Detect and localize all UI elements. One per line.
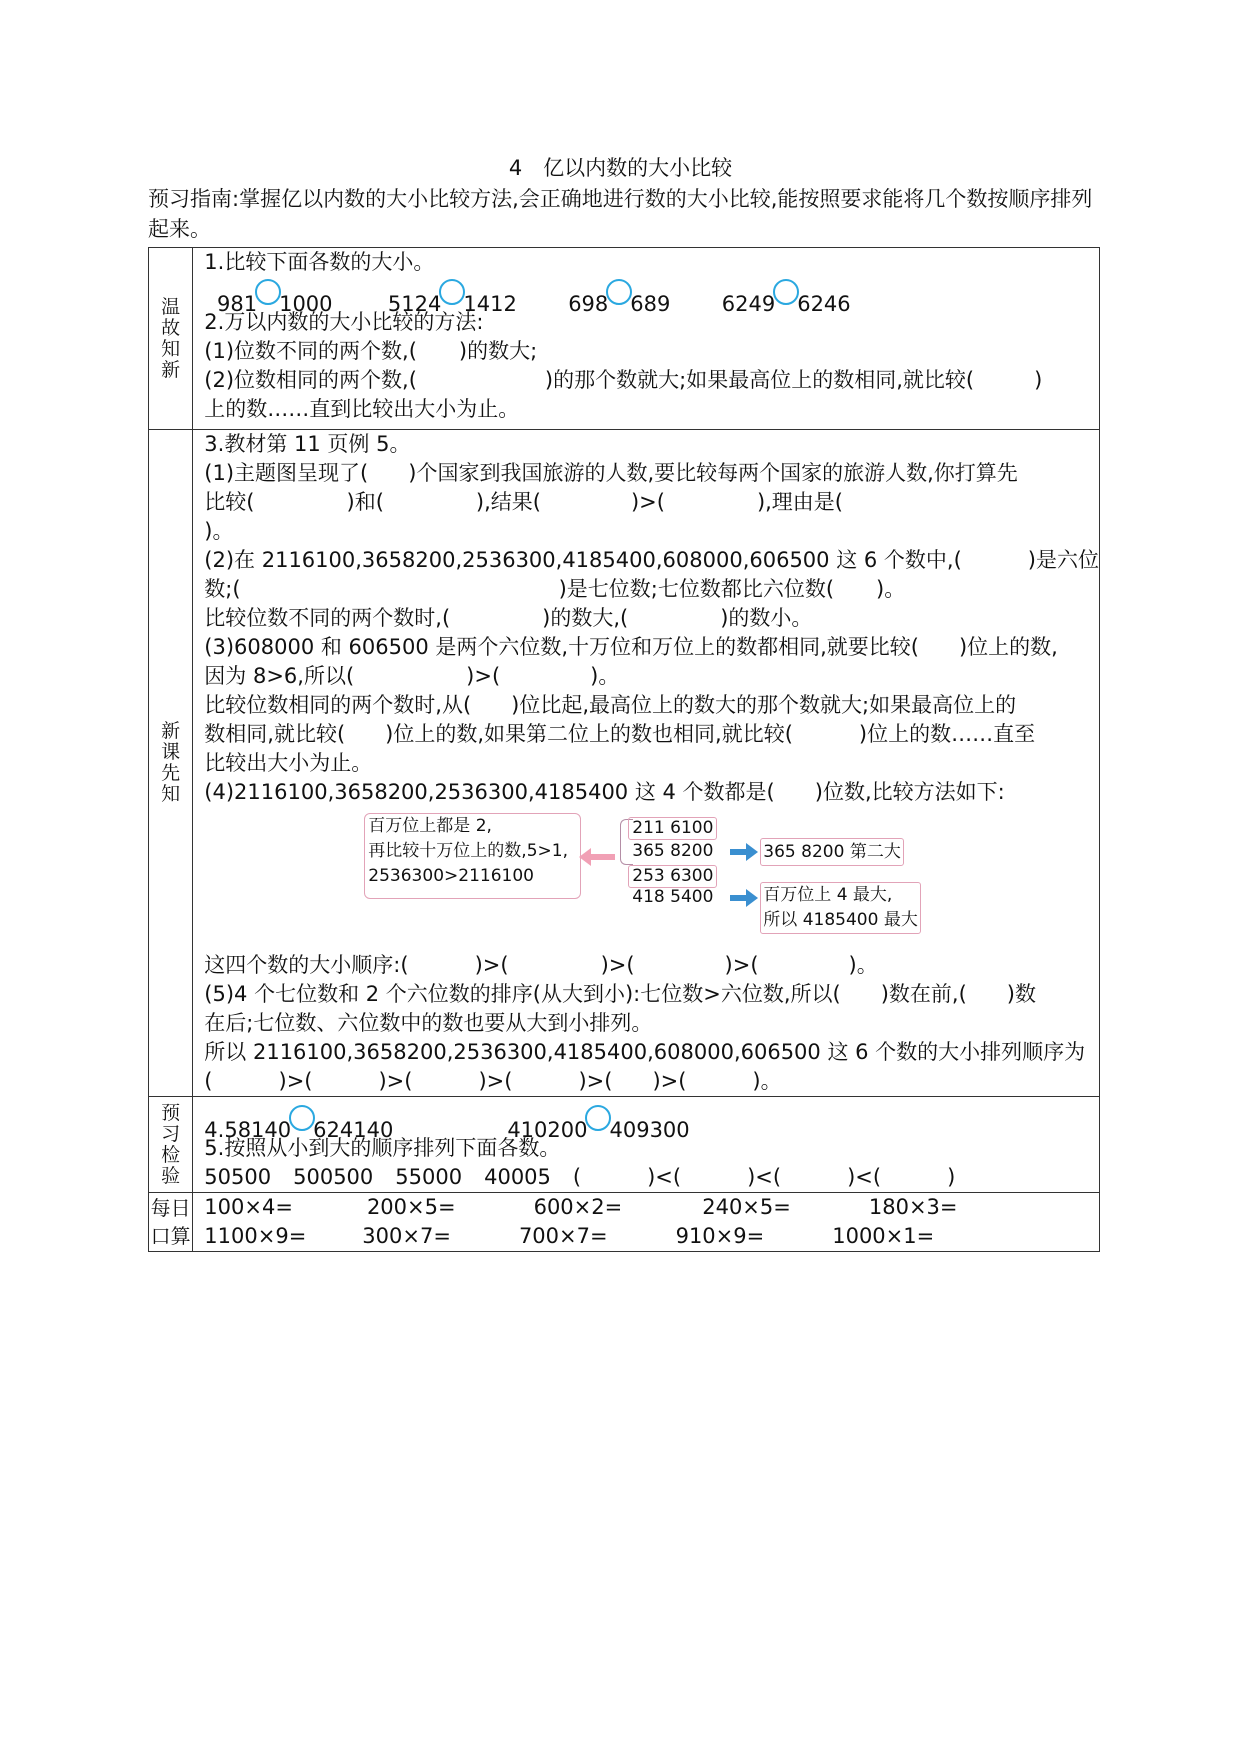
compare-a: 6249	[721, 292, 776, 316]
q3-1-line1: (1)主题图呈现了( )个国家到我国旅游的人数,要比较每两个国家的旅游人数,你打算先	[204, 461, 1018, 485]
compare-row	[204, 279, 1099, 316]
question-2-2-cont: 上的数……直到比较出大小为止。	[204, 397, 520, 421]
mental-row-2: 1100×9= 300×7= 700×7= 910×9= 1000×1=	[204, 1224, 935, 1248]
comparison-diagram	[204, 811, 1099, 951]
preview-guide: 预习指南:掌握亿以内数的大小比较方法,会正确地进行数的大小比较,能按照要求能将几个数按顺序排列起来。	[148, 187, 1093, 241]
q3-3-line2: 因为 8>6,所以( )>( )。	[204, 664, 620, 688]
q3-3-line4: 数相同,就比较( )位上的数,如果第二位上的数也相同,就比较( )位上的数……直至	[204, 722, 1036, 746]
q3-1-line2: 比较( )和( ),结果( )>( ),理由是(	[204, 490, 843, 514]
number-item: 253 6300	[628, 865, 717, 888]
section-label-review: 温故知新	[149, 248, 193, 430]
question-1: 1.比较下面各数的大小。	[204, 250, 435, 274]
question-5-numbers: 50500 500500 55000 40005 ( )<( )<( )<( )	[204, 1165, 956, 1189]
q3-4-order: 这四个数的大小顺序:( )>( )>( )>( )。	[204, 953, 878, 977]
q3-5-line4: ( )>( )>( )>( )>( )>( )。	[204, 1069, 782, 1093]
section-review	[193, 248, 1100, 430]
question-5: 5.按照从小到大的顺序排列下面各数。	[204, 1136, 561, 1160]
section-check	[193, 1097, 1100, 1193]
number-item: 211 6100	[628, 817, 717, 840]
answer-circle[interactable]	[289, 1105, 315, 1131]
arrow-left-icon	[591, 854, 615, 860]
compare-b: 6246	[797, 292, 851, 316]
question-4: 4.58140 624140 410200 409300	[204, 1105, 1099, 1134]
largest-box: 百万位上 4 最大, 所以 4185400 最大	[760, 882, 921, 934]
section-label-new: 新课先知	[149, 430, 193, 1097]
question-2-2: (2)位数相同的两个数,( )的那个数就大;如果最高位上的数相同,就比较( )	[204, 368, 1043, 392]
q3-5-line2: 在后;七位数、六位数中的数也要从大到小排列。	[204, 1011, 653, 1035]
second-largest-box: 365 8200 第二大	[760, 838, 904, 866]
compare-b: 1000	[279, 292, 333, 316]
compare-a: 698	[568, 292, 609, 316]
page-title: 4 亿以内数的大小比较	[508, 156, 733, 180]
answer-circle[interactable]	[585, 1105, 611, 1131]
q3-3-line1: (3)608000 和 606500 是两个六位数,十万位和万位上的数都相同,就要比较( )位上的数,	[204, 635, 1058, 659]
q3-2-line1: (2)在 2116100,3658200,2536300,4185400,608000,606500 这 6 个数中,( )是六位	[204, 548, 1099, 572]
worksheet-table	[148, 247, 1100, 1252]
arrow-right-icon	[730, 849, 746, 855]
section-label-mental: 每日 口算	[149, 1193, 193, 1252]
answer-circle[interactable]	[606, 279, 632, 305]
answer-circle[interactable]	[773, 279, 799, 305]
compare-b: 689	[630, 292, 671, 316]
q3-2-line2: 数;( )是七位数;七位数都比六位数( )。	[204, 577, 906, 601]
q3-1-line3: )。	[204, 519, 234, 543]
section-new	[193, 430, 1100, 1097]
question-2-1: (1)位数不同的两个数,( )的数大;	[204, 339, 538, 363]
arrow-right-icon	[730, 895, 746, 901]
section-label-check: 预习检验	[149, 1097, 193, 1193]
q3-2-line3: 比较位数不同的两个数时,( )的数大,( )的数小。	[204, 606, 813, 630]
answer-circle[interactable]	[255, 279, 281, 305]
question-2: 2.万以内数的大小比较的方法:	[204, 310, 484, 334]
q3-3-line5: 比较出大小为止。	[204, 751, 373, 775]
q3-5-line3: 所以 2116100,3658200,2536300,4185400,608000,606500 这 6 个数的大小排列顺序为	[204, 1040, 1086, 1064]
compare-a: 981	[216, 292, 258, 316]
q3-5-line1: (5)4 个七位数和 2 个六位数的排序(从大到小):七位数>六位数,所以( )数在前,( )数	[204, 982, 1036, 1006]
compare-a: 5124	[387, 292, 442, 316]
number-item: 365 8200	[632, 841, 714, 861]
explanation-box: 百万位上都是 2, 再比较十万位上的数,5>1, 2536300>2116100	[364, 813, 581, 899]
question-3: 3.教材第 11 页例 5。	[204, 432, 411, 456]
q3-4-line1: (4)2116100,3658200,2536300,4185400 这 4 个数都是( )位数,比较方法如下:	[204, 780, 1005, 804]
compare-b: 1412	[463, 292, 517, 316]
mental-row-1: 100×4= 200×5= 600×2= 240×5= 180×3=	[204, 1195, 958, 1219]
number-item: 418 5400	[632, 887, 714, 907]
section-mental	[193, 1193, 1100, 1252]
answer-circle[interactable]	[439, 279, 465, 305]
q3-3-line3: 比较位数相同的两个数时,从( )位比起,最高位上的数大的那个数就大;如果最高位上的	[204, 693, 1017, 717]
